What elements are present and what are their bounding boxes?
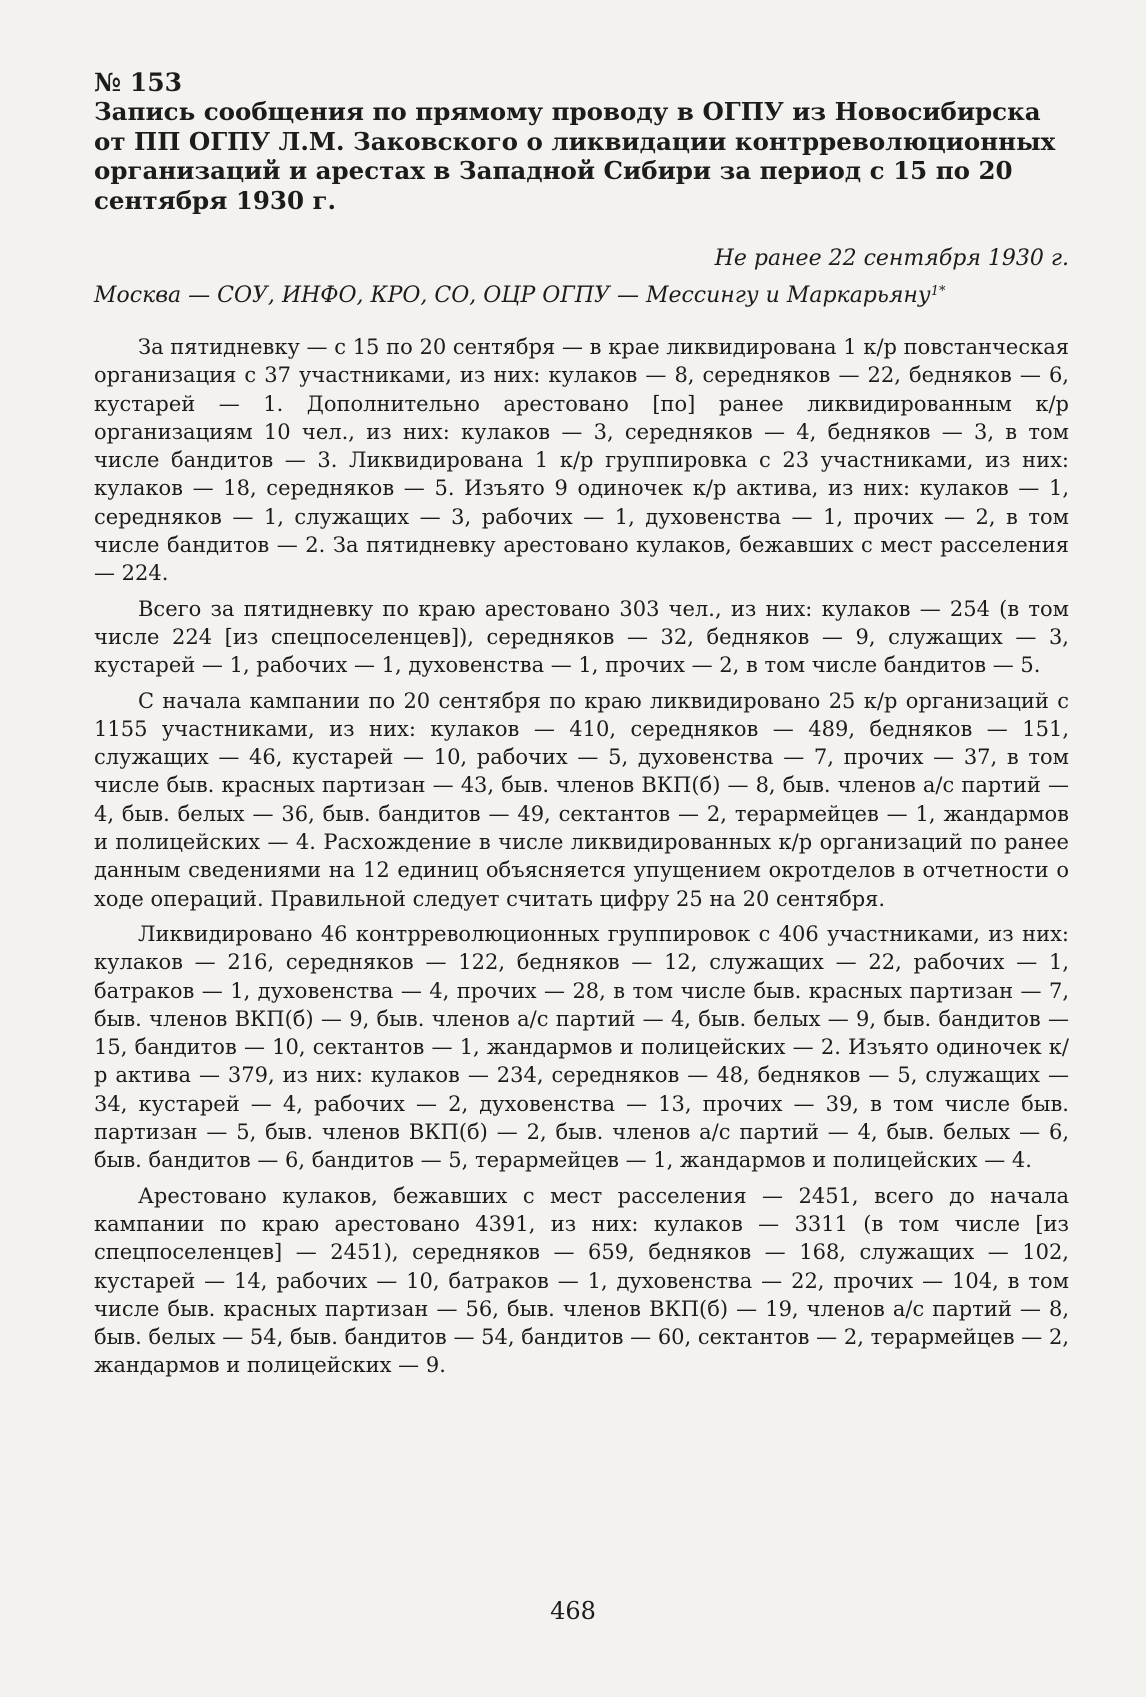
body-paragraph: Арестовано кулаков, бежавших с мест расселения — 2451, всего до начала кампании по краю арестовано 4391, из них: кулаков — 3311 (в том числе [из спецпоселенцев] — 2451), середняков — 659, бедняков — 168, служащих — 102, кустарей — 14, рабочих — 10, батраков — 1, духовенства — 22, прочих — 104, в том числе быв. красных партизан — 56, быв. членов ВКП(б) — 19, членов а/с партий — 8, быв. белых — 54, быв. бандитов — 54, бандитов — 60, сектантов — 2, терармейцев — 2, жандармов и полицейских — 9. [94, 1183, 1069, 1378]
document-number: № 153 [94, 68, 183, 97]
body-paragraph: За пятидневку — с 15 по 20 сентября — в крае ликвидирована 1 к/р повстанческая организация с 37 участниками, из них: кулаков — 8, середняков — 22, бедняков — 6, кустарей — 1. Дополнительно арестовано [по] ранее ликвидированным к/р организациям 10 чел., из них: кулаков — 3, середняков — 4, бедняков — 3, в том числе бандитов — 3. Ликвидирована 1 к/р группировка с 23 участниками, из них: кулаков — 18, середняков — 5. Изъято 9 одиночек к/р актива, из них: кулаков — 1, середняков — 1, служащих — 3, рабочих — 1, духовенства — 1, прочих — 2, в том числе бандитов — 2. За пятидневку арестовано кулаков, бежавших с мест расселения — 224. [94, 335, 1069, 586]
document-title: Запись сообщения по прямому проводу в ОГПУ из Новосибирска от ПП ОГПУ Л.М. Заковского о ликвидации контрреволюционных организаций и арестах в Западной Сибири за период с 15 по 20 сентября 1930 г. [94, 97, 1056, 215]
document-date: Не ранее 22 сентября 1930 г. [714, 246, 1069, 271]
address-text: Москва — СОУ, ИНФО, КРО, СО, ОЦР ОГПУ — Мессингу и Маркарьяну [94, 283, 931, 308]
footnote-marker: 1* [930, 284, 946, 299]
body-paragraph: С начала кампании по 20 сентября по краю ликвидировано 25 к/р организаций с 1155 участниками, из них: кулаков — 410, середняков — 489, бедняков — 151, служащих — 46, кустарей — 10, рабочих — 5, духовенства — 7, прочих — 37, в том числе быв. красных партизан — 43, быв. членов ВКП(б) — 8, быв. членов а/с партий — 4, быв. белых — 36, быв. бандитов — 49, сектантов — 2, терармейцев — 1, жандармов и полицейских — 4. Расхождение в числе ликвидированных к/р организаций по ранее данным сведениями на 12 единиц объясняется упущением окротделов в отчетности о ходе операций. Правильной следует считать цифру 25 на 20 сентября. [94, 688, 1069, 911]
body-paragraph: Всего за пятидневку по краю арестовано 303 чел., из них: кулаков — 254 (в том числе 224 [из спецпоселенцев]), середняков — 32, бедняков — 9, служащих — 3, кустарей — 1, рабочих — 1, духовенства — 1, прочих — 2, в том числе бандитов — 5. [94, 596, 1069, 678]
page-number: 468 [550, 1597, 596, 1625]
document-address [94, 282, 1069, 310]
body-paragraph: Ликвидировано 46 контрреволюционных группировок с 406 участниками, из них: кулаков — 216, середняков — 122, бедняков — 12, служащих — 22, рабочих — 1, батраков — 1, духовенства — 4, прочих — 28, в том числе быв. красных партизан — 7, быв. членов ВКП(б) — 9, быв. членов а/с партий — 4, быв. белых — 9, быв. бандитов — 15, бандитов — 10, сектантов — 1, жандармов и полицейских — 2. Изъято одиночек к/р актива — 379, из них: кулаков — 234, середняков — 48, бедняков — 5, служащих — 34, кустарей — 4, рабочих — 2, духовенства — 13, прочих — 39, в том числе быв. партизан — 5, быв. членов ВКП(б) — 2, быв. членов а/с партий — 4, быв. белых — 6, быв. бандитов — 6, бандитов — 5, терармейцев — 1, жандармов и полицейских — 4. [94, 921, 1069, 1173]
document-body [94, 333, 1069, 1387]
